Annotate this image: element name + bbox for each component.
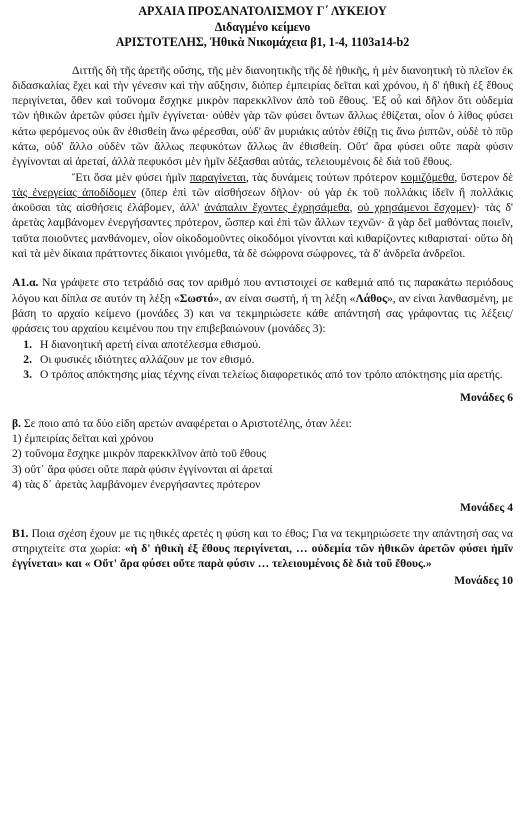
statement-number: 2. xyxy=(23,352,32,366)
text-paragraph-1: Διττῆς δὴ τῆς ἀρετῆς οὔσης, τῆς μὲν διανοητικῆς τῆς δὲ ἠθικῆς, ἡ μὲν διανοητικὴ τὸ πλεῖον ἐκ διδασκαλίας ἔχει καὶ τὴν γένεσιν καὶ τὴν αὔξησιν, διόπερ ἐμπειρίας δεῖται καὶ χρόνου, ἡ δ' ἠθικὴ ἐξ ἔθους περιγίνεται, ὅθεν καὶ τοὔνομα ἔσχηκε μικρὸν παρεκκλῖνον ἀπὸ τοῦ ἔθους. Ἐξ οὗ καὶ δῆλον ὅτι οὐδεμία τῶν ἠθικῶν ἀρετῶν φύσει ἡμῖν ἐγγίνεται· οὐθὲν γὰρ τῶν φύσει ὄντων ἄλλως ἐθίζεται, οἷον ὁ λίθος φύσει κάτω φερόμενος οὐκ ἂν ἐθισθείη ἄνω φέρεσθαι, οὐδ' ἂν μυριάκις αὐτὸν ἐθίζῃ τις ἄνω ῥιπτῶν, οὐδὲ τὸ πῦρ κάτω, οὐδ' ἄλλο οὐδὲν τῶν ἄλλως πεφυκότων ἄλλως ἂν ἐθισθείη. Οὔτ' ἄρα φύσει οὔτε παρὰ φύσιν ἐγγίνονται αἱ ἀρεταί, ἀλλὰ πεφυκόσι μὲν ἡμῖν δέξασθαι αὐτάς, τελειουμένοις δὲ διὰ τοῦ ἔθους. xyxy=(12,63,513,169)
keyword-correct: Σωστό xyxy=(179,291,214,305)
question-b1 xyxy=(12,526,513,589)
statement-text: Η διανοητική αρετή είναι αποτέλεσμα εθισμού. xyxy=(40,337,261,351)
quoted-passage: «ἡ δ' ἠθικὴ ἐξ ἔθους περιγίνεται, … οὐδεμία τῶν ἠθικῶν ἀρετῶν φύσει ἡμῖν ἐγγίνεται» και « Οὔτ' ἄρα φύσει οὔτε παρὰ φύσιν … τελειουμένοις δὲ διὰ τοῦ ἔθους.» xyxy=(12,541,513,571)
underlined-word: κομιζόμεθα xyxy=(400,170,455,184)
question-b-prompt xyxy=(12,416,513,431)
text-paragraph-2 xyxy=(12,170,513,262)
underlined-phrase: τὰς ἐνεργείας ἀποδίδομεν xyxy=(12,185,137,199)
statement-text: Οι φυσικές ιδιότητες αλλάζουν με τον εθισμό. xyxy=(40,352,255,366)
underlined-word: παραγίνεται xyxy=(189,170,246,184)
text-fragment: , τὰς δυνάμεις τούτων πρότερον xyxy=(245,170,401,184)
underlined-phrase: οὐ χρησάμενοι ἔσχομεν xyxy=(357,201,473,215)
option-item: 2) τοὔνομα ἔσχηκε μικρὸν παρεκκλῖνον ἀπὸ τοῦ ἔθους xyxy=(12,447,267,461)
option-item: 1) ἐμπειρίας δεῖται καὶ χρόνου xyxy=(12,432,154,446)
text-fragment: , ὕστερον δὲ xyxy=(454,170,514,184)
text-fragment: )· τὰς δ' ἀρετὰς λαμβάνομεν ἐνεργήσαντες πρότερον, ὥσπερ καὶ ἐπὶ τῶν ἄλλων τεχνῶν· ἃ γὰρ δεῖ μαθόντας ποιεῖν, ταῦτα ποιοῦντες μανθάνομεν, οἷον οἰκοδομοῦντες οἰκοδόμοι γίνονται καὶ κιθαρίζοντες κιθαρισταί· οὕτω δὴ καὶ τὰ μὲν δίκαια πράττοντες δίκαιοι γινόμεθα, τὰ δὲ σώφρονα σώφρονες, τὰ δ' ἀνδρεῖα ἀνδρεῖοι. xyxy=(12,201,513,261)
statement-text: Ο τρόπος απόκτησης μίας τέχνης είναι τελείως διαφορετικός από τον τρόπο απόκτησης μία αρετής. xyxy=(40,368,503,382)
statement-item xyxy=(12,352,513,367)
prompt-text: », αν είναι λανθασμένη, με βάση το αρχαίο κείμενο (μονάδες 3) και να τεκμηριώσετε κάθε απάντησή σας γράφοντας τις λέξεις/φράσεις του αρχαίου κειμένου που την επιβεβαιώνουν (μονάδες 3): xyxy=(12,291,514,336)
statement-item xyxy=(12,337,513,352)
page-header xyxy=(12,4,513,51)
option-item: 4) τὰς δ᾽ ἀρετὰς λαμβάνομεν ἐνεργήσαντες πρότερον xyxy=(12,477,261,491)
exam-title: ΑΡΧΑΙΑ ΠΡΟΣΑΝΑΤΟΛΙΣΜΟΥ Γ΄ ΛΥΚΕΙΟΥ xyxy=(138,4,387,18)
question-a1-prompt xyxy=(12,275,513,336)
text-fragment: Ἔτι ὅσα μὲν φύσει ἡμῖν xyxy=(72,170,190,184)
text-fragment: , xyxy=(349,201,358,215)
prompt-text: Σε ποιο από τα δύο είδη αρετών αναφέρεται ο Αριστοτέλης, όταν λέει: xyxy=(21,416,352,430)
marks-label: Μονάδες 4 xyxy=(460,501,513,515)
question-b1-prompt xyxy=(12,526,513,572)
prompt-text: Ποια σχέση έχουν με τις ηθικές αρετές η φύση και το έθος; Για να τεκμηριώσετε την απάντησή σας να στηριχτείτε στα χωρία: xyxy=(12,526,513,555)
statement-number: 3. xyxy=(23,368,32,382)
prompt-text: », αν είναι σωστή, ή τη λέξη « xyxy=(213,291,356,305)
marks-label: Μονάδες 10 xyxy=(454,574,513,588)
marks-label: Μονάδες 6 xyxy=(460,391,513,405)
ancient-text xyxy=(12,63,513,262)
question-label: Β1. xyxy=(12,526,29,540)
statement-list xyxy=(12,337,513,383)
prompt-text: Να γράψετε στο τετράδιό σας τον αριθμό που αντιστοιχεί σε καθεμιά από τις παρακάτω περιόδους λόγου και δίπλα σε αυτόν τη λέξη « xyxy=(12,276,513,305)
question-b xyxy=(12,416,513,516)
question-label: β. xyxy=(12,416,22,430)
keyword-wrong: Λάθος xyxy=(355,291,387,305)
text-fragment: (ὅπερ ἐπὶ τῶν αἰσθήσεων δῆλον· οὐ γὰρ ἐκ τοῦ πολλάκις ἰδεῖν ἢ πολλάκις ἀκοῦσαι τὰς αἰσθήσεις ἐλάβομεν, ἀλλ' xyxy=(12,185,513,215)
text-source: ΑΡΙΣΤΟΤΕΛΗΣ, Ἠθικὰ Νικομάχεια β1, 1-4, 1103a14-b2 xyxy=(115,35,410,49)
option-list xyxy=(12,431,513,492)
question-label: Α1.α. xyxy=(12,276,39,290)
option-item: 3) οὔτ᾽ ἄρα φύσει οὔτε παρὰ φύσιν ἐγγίνονται αἱ ἀρεταί xyxy=(12,462,273,476)
exam-subtitle: Διδαγμένο κείμενο xyxy=(214,19,311,34)
statement-number: 1. xyxy=(23,337,32,351)
statement-item xyxy=(12,367,513,382)
question-a1 xyxy=(12,275,513,405)
underlined-phrase: ἀνάπαλιν ἔχοντες ἐχρησάμεθα xyxy=(204,201,350,215)
